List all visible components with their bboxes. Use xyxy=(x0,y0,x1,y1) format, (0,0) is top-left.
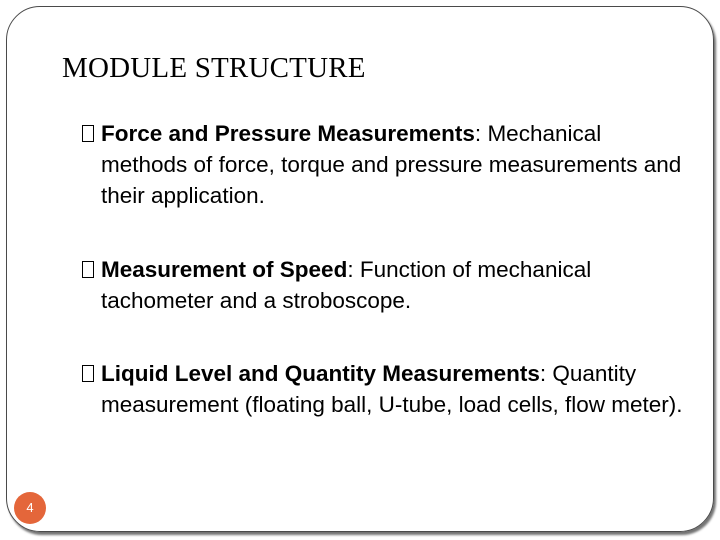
bullet-item xyxy=(82,254,692,316)
bullet-body: Quantity measurement (floating ball, U-tube, load cells, flow meter). xyxy=(101,361,683,417)
slide-title: MODULE STRUCTURE xyxy=(62,52,366,84)
bullet-body: Function of mechanical tachometer and a stroboscope. xyxy=(101,257,592,313)
bullet-item xyxy=(82,118,692,211)
page-number-badge: 4 xyxy=(14,492,46,524)
bullet-heading: Measurement of Speed xyxy=(101,257,348,282)
bullet-body: Mechanical methods of force, torque and pressure measurements and their application. xyxy=(101,121,682,208)
bullet-separator: : xyxy=(474,121,482,146)
bullet-separator: : xyxy=(539,361,547,386)
bullet-item xyxy=(82,358,692,420)
bullet-heading: Force and Pressure Measurements xyxy=(101,121,475,146)
bullet-heading: Liquid Level and Quantity Measurements xyxy=(101,361,540,386)
missing-glyph-box-icon xyxy=(82,125,94,142)
missing-glyph-box-icon xyxy=(82,365,94,382)
missing-glyph-box-icon xyxy=(82,261,94,278)
bullet-separator: : xyxy=(347,257,354,282)
